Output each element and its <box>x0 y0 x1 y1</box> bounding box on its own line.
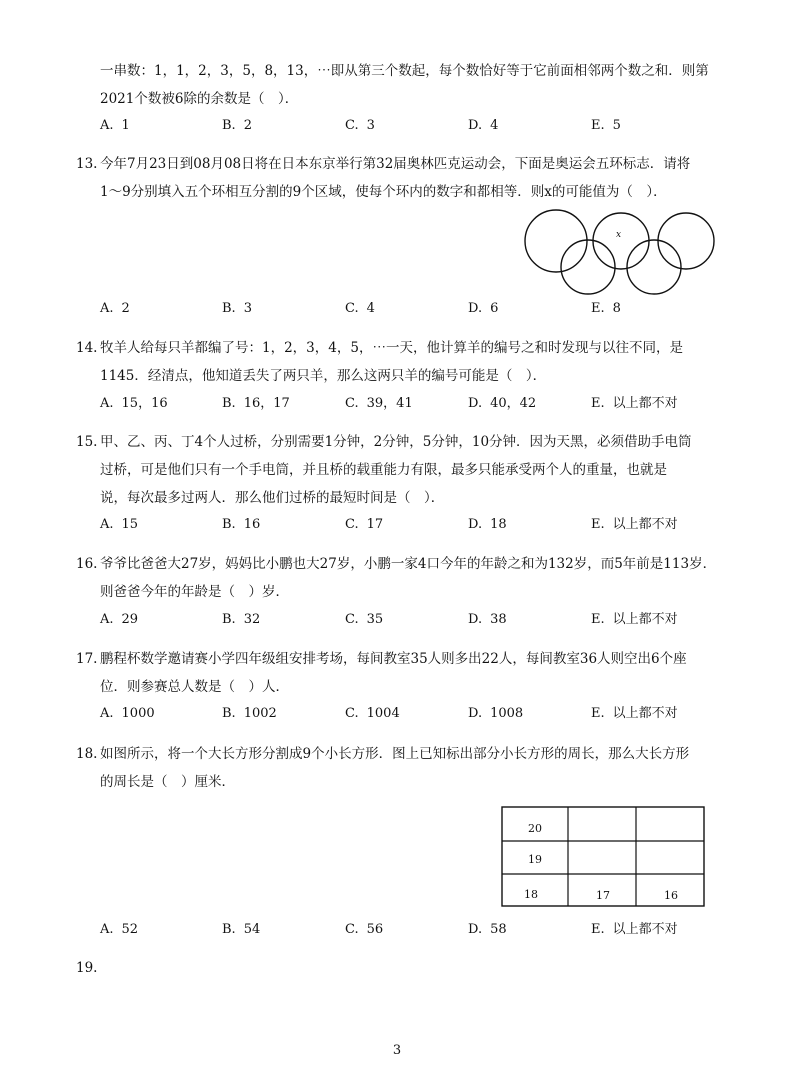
q18-option-e: E. 以上都不对 <box>591 922 678 937</box>
q18-option-d: D. 58 <box>468 922 507 937</box>
cell-label-18: 18 <box>524 888 538 901</box>
q17-line-1: 鹏程杯数学邀请赛小学四年级组安排考场，每间教室35人则多出22人，每间教室36人则空出6个座 <box>100 651 687 667</box>
ring-5 <box>658 213 714 269</box>
ring-x-label: x <box>616 230 622 240</box>
q15-option-d: D. 18 <box>468 517 507 532</box>
q13-option-a: A. 2 <box>100 301 130 316</box>
q16-number: 16. <box>76 556 98 572</box>
ring-2 <box>561 240 615 294</box>
q14-line-1: 牧羊人给每只羊都编了号：1，2，3，4，5，⋯一天，他计算羊的编号之和时发现与以往不同，是 <box>100 340 683 356</box>
page-number: 3 <box>392 1043 402 1058</box>
q16-line-1: 爷爷比爸爸大27岁，妈妈比小鹏也大27岁，小鹏一家4口今年的年龄之和为132岁，而5年前是113岁． <box>100 556 717 572</box>
q12-option-a: A. 1 <box>100 118 130 133</box>
q16-option-e: E. 以上都不对 <box>591 612 678 627</box>
ring-1 <box>525 210 587 272</box>
q15-option-b: B. 16 <box>222 517 261 532</box>
q19-number: 19. <box>76 960 98 976</box>
q18-option-a: A. 52 <box>100 922 139 937</box>
q17-option-d: D. 1008 <box>468 706 524 721</box>
q15-line-2: 过桥，可是他们只有一个手电筒，并且桥的载重能力有限，最多只能承受两个人的重量，也就是 <box>100 462 667 478</box>
q15-option-a: A. 15 <box>100 517 139 532</box>
q16-option-b: B. 32 <box>222 612 261 627</box>
q18-option-b: B. 54 <box>222 922 261 937</box>
q18-line-2: 的周长是（ ）厘米． <box>100 774 235 790</box>
q18-option-c: C. 56 <box>345 922 384 937</box>
q12-option-e: E. 5 <box>591 118 621 133</box>
q14-option-b: B. 16，17 <box>222 396 290 411</box>
ring-4 <box>627 240 681 294</box>
q16-option-c: C. 35 <box>345 612 384 627</box>
q17-option-c: C. 1004 <box>345 706 400 721</box>
q15-number: 15. <box>76 434 98 450</box>
q16-option-a: A. 29 <box>100 612 139 627</box>
q13-option-d: D. 6 <box>468 301 499 316</box>
q18-number: 18. <box>76 746 98 762</box>
q17-number: 17. <box>76 651 98 667</box>
q13-line-2: 1～9分别填入五个环相互分割的9个区域，使每个环内的数字和都相等．则x的可能值为（ ）． <box>100 184 667 200</box>
q18-line-1: 如图所示，将一个大长方形分割成9个小长方形．图上已知标出部分小长方形的周长，那么大长方形 <box>100 746 690 762</box>
q12-option-b: B. 2 <box>222 118 252 133</box>
q13-option-b: B. 3 <box>222 301 252 316</box>
cell-label-20: 20 <box>528 822 542 835</box>
q13-option-e: E. 8 <box>591 301 621 316</box>
rectangle-grid-figure <box>501 806 705 908</box>
q17-option-a: A. 1000 <box>100 706 155 721</box>
q15-line-3: 说，每次最多过两人．那么他们过桥的最短时间是（ ）． <box>100 490 445 506</box>
q12-line-1: 一串数：1，1，2，3，5，8，13，⋯即从第三个数起，每个数恰好等于它前面相邻两个数之和．则第 <box>100 63 709 79</box>
olympic-rings-figure <box>520 205 720 300</box>
q14-option-c: C. 39，41 <box>345 396 413 411</box>
q16-option-d: D. 38 <box>468 612 507 627</box>
q17-option-b: B. 1002 <box>222 706 277 721</box>
q12-line-2: 2021个数被6除的余数是（ ）． <box>100 91 299 107</box>
q14-option-e: E. 以上都不对 <box>591 396 678 411</box>
q12-option-c: C. 3 <box>345 118 375 133</box>
q13-number: 13. <box>76 156 98 172</box>
q16-line-2: 则爸爸今年的年龄是（ ）岁． <box>100 584 289 600</box>
ring-3 <box>593 213 649 269</box>
q14-number: 14. <box>76 340 98 356</box>
q17-option-e: E. 以上都不对 <box>591 706 678 721</box>
q14-option-a: A. 15，16 <box>100 396 168 411</box>
q12-option-d: D. 4 <box>468 118 499 133</box>
q14-line-2: 1145．经清点，他知道丢失了两只羊，那么这两只羊的编号可能是（ ）． <box>100 368 547 384</box>
q14-option-d: D. 40，42 <box>468 396 537 411</box>
cell-label-19: 19 <box>528 853 542 866</box>
cell-label-16: 16 <box>664 889 678 902</box>
cell-label-17: 17 <box>596 889 610 902</box>
q15-option-e: E. 以上都不对 <box>591 517 678 532</box>
q15-line-1: 甲、乙、丙、丁4个人过桥，分别需要1分钟，2分钟，5分钟，10分钟．因为天黑，必须借助手电筒 <box>100 434 692 450</box>
q13-line-1: 今年7月23日到08月08日将在日本东京举行第32届奥林匹克运动会，下面是奥运会五环标志．请将 <box>100 156 691 172</box>
q17-line-2: 位．则参赛总人数是（ ）人． <box>100 679 289 695</box>
q15-option-c: C. 17 <box>345 517 384 532</box>
q13-option-c: C. 4 <box>345 301 375 316</box>
